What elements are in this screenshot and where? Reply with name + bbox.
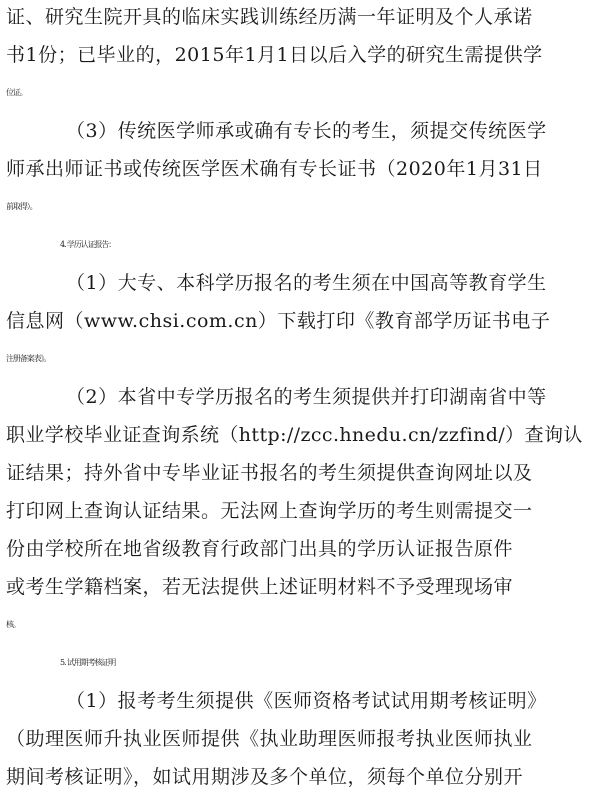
text-line-15: 份由学校所在地省级教育行政部门出具的学历认证报告原件 (6, 538, 514, 560)
text-line-2: 书1份；已毕业的，2015年1月1日以后入学的研究生需提供学 (6, 44, 543, 66)
text-line-5: 师承出师证书或传统医学医术确有专长证书（2020年1月31日 (6, 158, 543, 180)
text-line-8: （1）大专、本科学历报名的考生须在中国高等教育学生 (66, 272, 547, 294)
section-heading-5: 5. 试用期考核证明 (60, 658, 116, 667)
section-heading-4: 4. 学历认证报告： (60, 240, 116, 249)
text-line-21: 期间考核证明》，如试用期涉及多个单位，须每个单位分别开 (6, 766, 524, 788)
text-line-20: （助理医师升执业医师提供《执业助理医师报考执业医师执业 (6, 728, 533, 750)
text-line-3: 位证。 (6, 88, 27, 97)
text-line-1: 证、研究生院开具的临床实践训练经历满一年证明及个人承诺 (6, 6, 533, 28)
text-line-14: 打印网上查询认证结果。无法网上查询学历的考生则需提交一 (6, 500, 533, 522)
text-line-10: 注册备案表》。 (6, 354, 51, 363)
text-line-9: 信息网（www.chsi.com.cn）下载打印《教育部学历证书电子 (6, 310, 551, 332)
text-line-19: （1）报考考生须提供《医师资格考试试用期考核证明》 (66, 690, 547, 712)
text-line-17: 核。 (6, 620, 20, 629)
text-line-12: 职业学校毕业证查询系统（http://zcc.hnedu.cn/zzfind/）查询认 (6, 424, 583, 446)
text-line-16: 或考生学籍档案，若无法提供上述证明材料不予受理现场审 (6, 576, 514, 598)
text-line-11: （2）本省中专学历报名的考生须提供并打印湖南省中等 (66, 386, 547, 408)
text-line-4: （3）传统医学师承或确有专长的考生，须提交传统医学 (66, 120, 547, 142)
text-line-13: 证结果；持外省中专毕业证书报名的考生须提供查询网址以及 (6, 462, 533, 484)
text-line-6: 前取得）。 (6, 202, 37, 211)
